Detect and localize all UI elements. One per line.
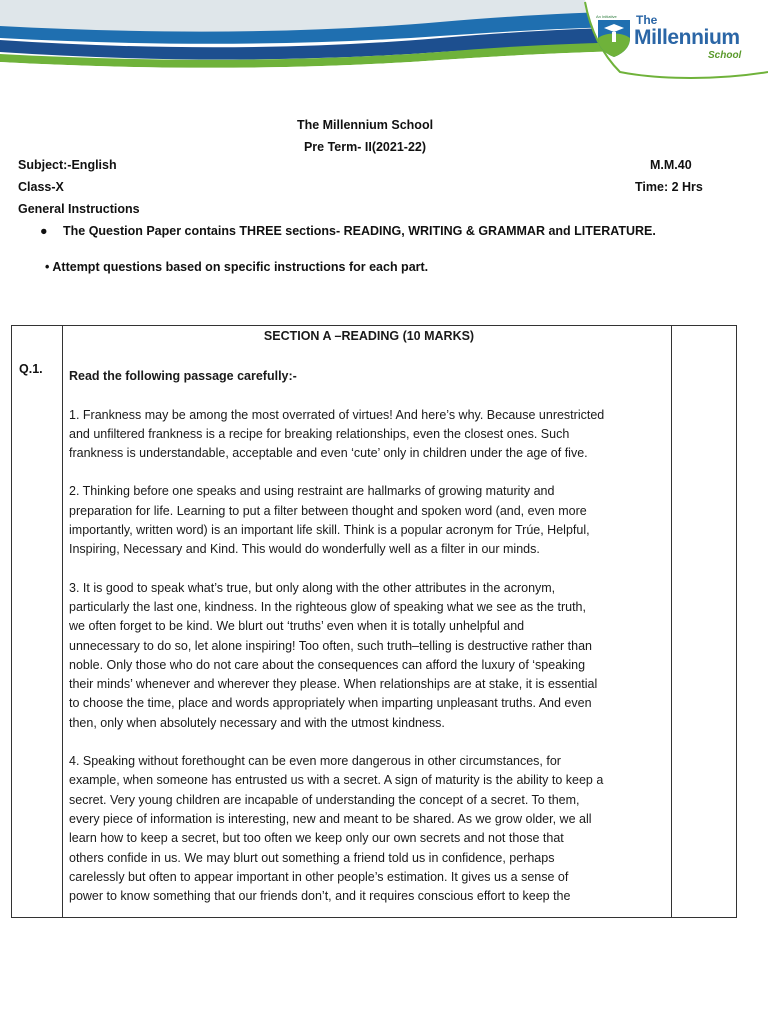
exam-title: Pre Term- II(2021-22) <box>303 140 427 154</box>
time-label: Time: 2 Hrs <box>635 180 703 194</box>
column-divider-left <box>62 326 63 917</box>
paragraph-line: noble. Only those who do not care about the consequences can afford the luxury of ‘speaking <box>69 657 586 672</box>
paragraph-line: importantly, written word) is an important life skill. Think is a popular acronym for Trúe, Helpful, <box>69 523 590 538</box>
paragraph-line: unnecessary to do so, let alone inspiring! Too often, such truth–telling is destructive rather than <box>69 638 592 653</box>
paragraph-line: their minds’ whenever and wherever they please. When relationships are at stake, it is essential <box>69 677 598 692</box>
logo-tiny-text: An Initiative <box>596 14 617 19</box>
paragraph-line: secret. Very young children are incapable of understanding the concept of a secret. To them, <box>69 792 580 807</box>
logo-the: The <box>636 13 658 27</box>
paragraph-line: example, when someone has entrusted us with a secret. A sign of maturity is the ability to keep a <box>69 773 604 788</box>
passage-paragraph <box>69 579 669 733</box>
max-marks: M.M.40 <box>650 158 692 172</box>
instruction-attempt: • Attempt questions based on specific instructions for each part. <box>45 260 429 274</box>
class-label: Class-X <box>18 180 64 194</box>
paragraph-line: we often forget to be kind. We blurt out ‘truths’ even when it is totally unhelpful and <box>69 619 525 634</box>
paragraph-line: preparation for life. Learning to put a filter between thought and spoken word (and, even more <box>69 503 587 518</box>
section-title: SECTION A –READING (10 MARKS) <box>263 329 475 343</box>
bullet-icon: ● <box>40 224 48 238</box>
paragraph-line: others confide in us. We may blurt out something a friend told us in confidence, perhaps <box>69 850 555 865</box>
question-content <box>69 326 669 906</box>
paragraph-line: Inspiring, Necessary and Kind. This would do wonderfully well as a filter in our minds. <box>69 542 540 557</box>
passage-paragraph <box>69 406 669 464</box>
paragraph-line: to choose the time, place and words appropriately when imparting unpleasant truths. And even <box>69 696 592 711</box>
paragraph-line: power to know something that our friends don’t, and it requires conscious effort to keep the <box>69 889 571 904</box>
paragraph-line: carelessly but often to appear important in other people’s estimation. It gives us a sense of <box>69 869 569 884</box>
passage-instruction: Read the following passage carefully:- <box>69 369 297 384</box>
school-logo <box>592 12 760 68</box>
paragraph-line: 4. Speaking without forethought can be even more dangerous in other circumstances, for <box>69 754 561 769</box>
crest-icon <box>596 16 632 58</box>
general-instructions-heading: General Instructions <box>18 202 140 216</box>
paragraph-line: and unfiltered frankness is a recipe for breaking relationships, even the closest ones. Such <box>69 426 570 441</box>
paragraph-line: every piece of information is interesting, new and meant to be shared. As we grow older, we all <box>69 811 592 826</box>
instruction-sections: The Question Paper contains THREE sections- READING, WRITING & GRAMMAR and LITERATURE. <box>63 224 656 238</box>
column-divider-right <box>671 326 672 917</box>
paragraph-line: particularly the last one, kindness. In the righteous glow of speaking what we see as the truth, <box>69 599 586 614</box>
logo-name: Millennium <box>634 26 740 49</box>
school-name-title: The Millennium School <box>296 118 434 132</box>
question-number: Q.1. <box>19 362 43 376</box>
question-table <box>11 325 737 918</box>
subject-label: Subject:-English <box>18 158 117 172</box>
paragraph-line: frankness is understandable, acceptable and even ‘cute’ only in children under the age of five. <box>69 446 588 461</box>
logo-school: School <box>708 50 742 61</box>
header-banner <box>0 0 768 92</box>
paragraph-line: 1. Frankness may be among the most overrated of virtues! And here’s why. Because unrestricted <box>69 407 605 422</box>
paragraph-line: then, only when absolutely necessary and with the utmost kindness. <box>69 715 445 730</box>
paragraph-line: 3. It is good to speak what’s true, but only along with the other attributes in the acronym, <box>69 580 556 595</box>
paragraph-line: learn how to keep a secret, but too often we keep only our own secrets and not those that <box>69 831 564 846</box>
passage-paragraph <box>69 752 669 906</box>
paragraph-line: 2. Thinking before one speaks and using restraint are hallmarks of growing maturity and <box>69 484 555 499</box>
passage-paragraph <box>69 482 669 559</box>
